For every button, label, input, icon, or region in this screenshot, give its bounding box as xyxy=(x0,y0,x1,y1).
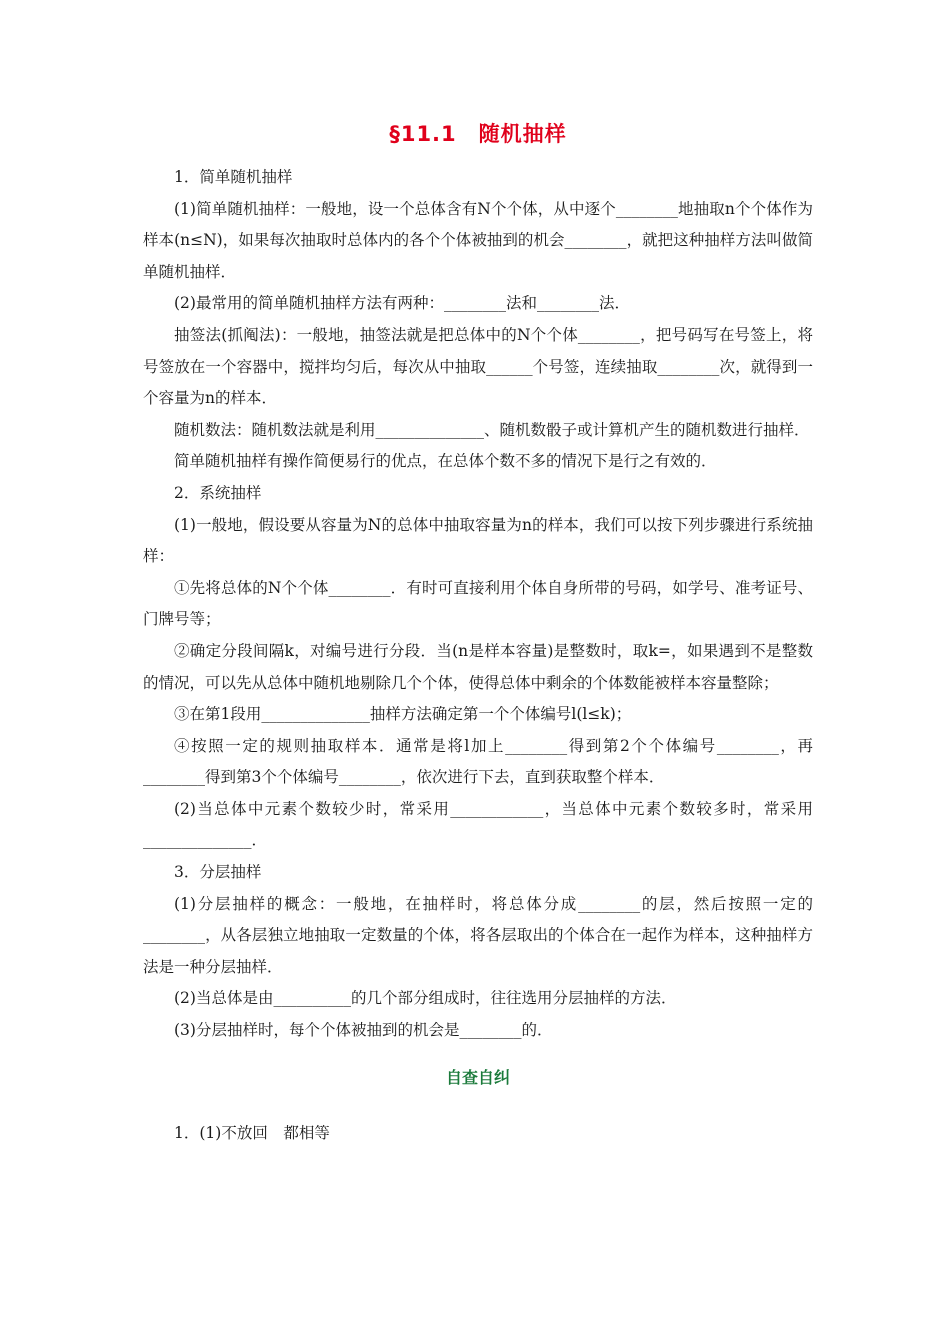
section-heading-3: 3．分层抽样 xyxy=(174,863,262,882)
section-heading-1: 1．简单随机抽样 xyxy=(174,168,293,186)
paragraph: 抽签法(抓阄法)：一般地，抽签法就是把总体中的N个个体________，把号码写在号签上，将号签放在一个容器中，搅拌均匀后，每次从中抽取______个号签，连续抽取________次，就得到一个容量为n的样本． xyxy=(143,325,813,408)
paragraph: (2)当总体是由__________的几个部分组成时，往往选用分层抽样的方法． xyxy=(174,989,677,1008)
page-title: §11.1 随机抽样 xyxy=(389,122,567,146)
section-heading-2: 2．系统抽样 xyxy=(174,483,262,502)
paragraph: 简单随机抽样有操作简便易行的优点，在总体个数不多的情况下是行之有效的． xyxy=(174,452,717,471)
paragraph: (2)当总体中元素个数较少时，常采用____________，当总体中元素个数较多时，常采用______________． xyxy=(143,799,813,850)
answers-heading: 自查自纠 xyxy=(445,1067,510,1087)
paragraph: ①先将总体的N个个体________．有时可直接利用个体自身所带的号码，如学号、准考证号、门牌号等； xyxy=(143,578,813,629)
paragraph: ③在第1段用______________抽样方法确定第一个个体编号l(l≤k)； xyxy=(174,705,632,724)
paragraph: ④按照一定的规则抽取样本．通常是将l加上________得到第2个个体编号________，再________得到第3个个体编号________，依次进行下去，直到获取整个样本． xyxy=(143,736,813,787)
paragraph: 随机数法：随机数法就是利用______________、随机数骰子或计算机产生的随机数进行抽样． xyxy=(174,420,810,439)
document-page xyxy=(143,118,813,1149)
paragraph: (1)分层抽样的概念：一般地，在抽样时，将总体分成________的层，然后按照一定的________，从各层独立地抽取一定数量的个体，将各层取出的个体合在一起作为样本，这种抽样方法是一种分层抽样． xyxy=(143,894,813,976)
paragraph: (1)简单随机抽样：一般地，设一个总体含有N个个体，从中逐个________地抽取n个个体作为样本(n≤N)，如果每次抽取时总体内的各个个体被抽到的机会________，就把这种抽样方法叫做简单随机抽样． xyxy=(143,199,813,281)
paragraph: (3)分层抽样时，每个个体被抽到的机会是________的． xyxy=(174,1021,553,1040)
answer-line: 1．(1)不放回 都相等 xyxy=(174,1123,330,1142)
paragraph: (2)最常用的简单随机抽样方法有两种：________法和________法． xyxy=(174,294,630,313)
paragraph: (1)一般地，假设要从容量为N的总体中抽取容量为n的样本，我们可以按下列步骤进行系统抽样： xyxy=(143,515,813,566)
paragraph: ②确定分段间隔k，对编号进行分段．当(n是样本容量)是整数时，取k=，如果遇到不是整数的情况，可以先从总体中随机地剔除几个个体，使得总体中剩余的个体数能被样本容量整除； xyxy=(143,641,813,692)
